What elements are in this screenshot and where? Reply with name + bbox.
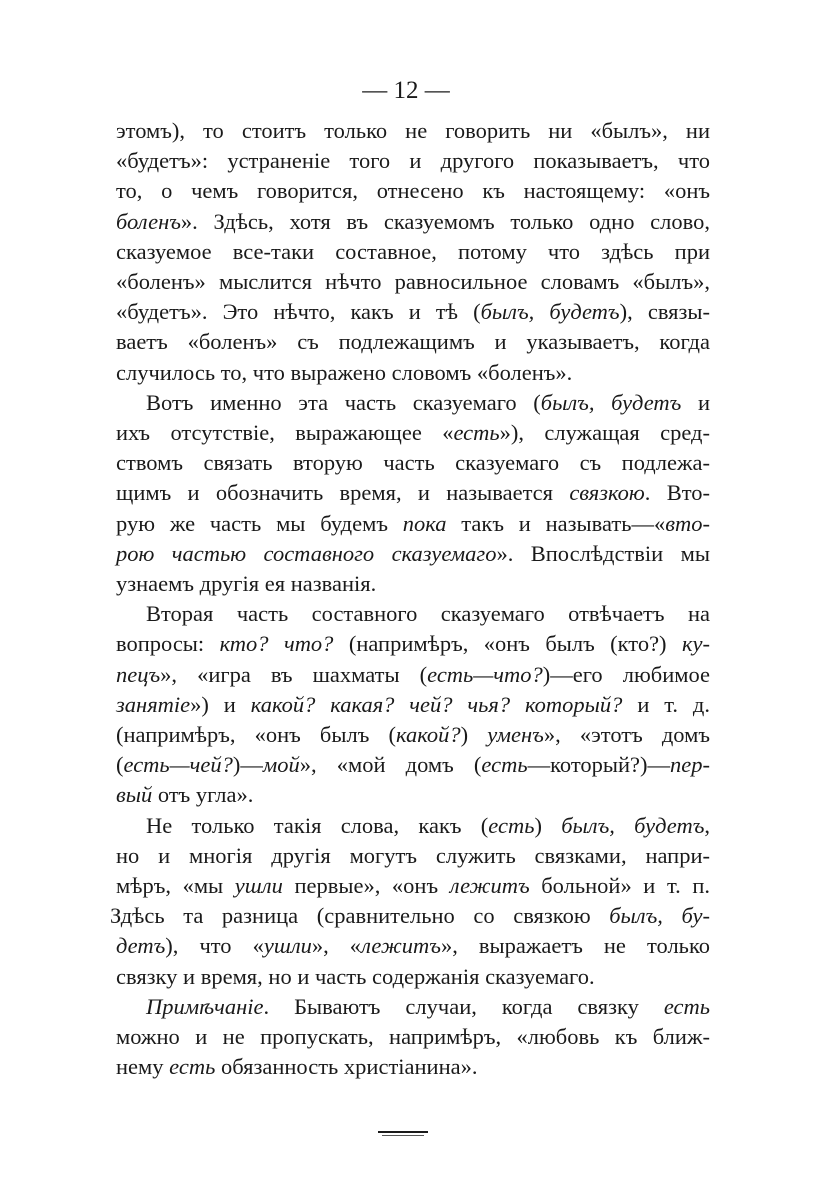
italic-text: былъ, будетъ xyxy=(561,812,705,838)
text-run: мѣръ, «мы xyxy=(116,873,235,899)
italic-text: вый xyxy=(116,782,153,808)
text-line xyxy=(116,780,710,810)
italic-text: есть—чей? xyxy=(123,752,233,778)
italic-text: былъ, будетъ xyxy=(480,299,620,325)
text-line xyxy=(116,358,710,388)
text-line xyxy=(116,569,710,599)
text-run: сказуемое все-таки составное, потому что здѣсь при xyxy=(116,238,710,264)
text-run: «боленъ» мыслится нѣчто равносильное словамъ «былъ», xyxy=(116,269,710,295)
text-line xyxy=(116,962,710,992)
text-line xyxy=(116,176,710,206)
text-line xyxy=(116,992,710,1022)
paragraph xyxy=(116,388,710,599)
text-run: и xyxy=(681,389,710,415)
italic-text: ушли xyxy=(234,873,283,899)
text-line xyxy=(116,267,710,297)
text-run: », «этотъ домъ xyxy=(543,722,710,748)
text-run: ихъ отсутствіе, выражающее « xyxy=(116,420,454,446)
text-run: ». Впослѣдствіи мы xyxy=(496,540,710,566)
text-run: . Бываютъ случаи, когда связку xyxy=(263,993,664,1019)
italic-text: есть xyxy=(169,1054,216,1080)
text-line xyxy=(116,931,710,961)
paragraph xyxy=(116,992,710,1083)
text-run: рую же часть мы будемъ xyxy=(116,510,403,536)
text-line xyxy=(116,841,710,871)
text-run: )—его любимое xyxy=(542,661,710,687)
text-line xyxy=(116,660,710,690)
paragraph xyxy=(110,811,711,992)
text-run: Здѣсь та разница (сравнительно со связкою xyxy=(110,903,610,929)
italic-text: есть xyxy=(663,993,710,1019)
text-run: », «игра въ шахматы ( xyxy=(160,661,428,687)
italic-text: какой? xyxy=(395,722,461,748)
italic-text: рою частью составного сказуемаго xyxy=(116,540,497,566)
text-run: и т. д. xyxy=(622,691,710,717)
text-run: случилось то, что выражено словомъ «боленъ». xyxy=(116,359,573,385)
text-run: »), служащая сред- xyxy=(499,420,710,446)
text-run: отъ угла». xyxy=(152,782,254,808)
text-run: ) xyxy=(534,812,562,838)
text-run: такъ и называть—« xyxy=(446,510,666,536)
text-line xyxy=(116,811,710,841)
italic-text: детъ xyxy=(116,933,166,959)
text-run: », «мой домъ ( xyxy=(299,752,482,778)
text-line xyxy=(116,448,710,478)
italic-text: есть xyxy=(453,420,500,446)
italic-text: лежитъ xyxy=(361,933,441,959)
book-page xyxy=(110,76,711,1133)
text-line xyxy=(116,297,710,327)
text-run: обязанность христіанина». xyxy=(215,1054,478,1080)
italic-text: лежитъ xyxy=(449,873,530,899)
page-number: — 12 — xyxy=(362,77,450,104)
text-line xyxy=(116,418,710,448)
text-run: узнаемъ другія ея названія. xyxy=(116,571,377,597)
paragraph xyxy=(116,116,710,388)
text-run: (напримѣръ, «онъ былъ ( xyxy=(116,722,396,748)
text-run: больной» и т. п. xyxy=(529,873,710,899)
text-line xyxy=(116,539,710,569)
text-run: Не только такія слова, какъ ( xyxy=(146,812,489,838)
text-run: —который?)— xyxy=(527,752,671,778)
paragraph xyxy=(116,599,710,810)
text-line xyxy=(116,327,710,357)
text-run: можно и не пропускать, напримѣръ, «любовь къ ближ- xyxy=(116,1024,710,1050)
text-line xyxy=(116,509,710,539)
text-run: », « xyxy=(311,933,362,959)
text-run: «будетъ»: устраненіе того и другого показываетъ, что xyxy=(116,148,710,174)
text-run: Вотъ именно эта часть сказуемаго ( xyxy=(146,389,541,415)
italic-text: ушли xyxy=(263,933,312,959)
italic-text: занятіе xyxy=(116,691,191,717)
text-run: ), что « xyxy=(165,933,264,959)
text-run: ») и xyxy=(190,691,251,717)
italic-text: пецъ xyxy=(116,661,161,687)
italic-text: былъ, бу- xyxy=(609,903,711,929)
text-line xyxy=(116,207,710,237)
text-line xyxy=(116,720,710,750)
text-run: вопросы: xyxy=(116,631,220,657)
text-run: связку и время, но и часть содержанія сказуемаго. xyxy=(116,963,595,989)
text-line xyxy=(116,599,710,629)
text-run: . Вто- xyxy=(644,480,710,506)
text-line xyxy=(116,871,710,901)
text-run: «будетъ». Это нѣчто, какъ и тѣ ( xyxy=(116,299,481,325)
text-run: ». Здѣсь, хотя въ сказуемомъ только одно слово, xyxy=(180,208,710,234)
italic-text: пер- xyxy=(670,752,710,778)
text-line xyxy=(116,237,710,267)
italic-text: былъ, будетъ xyxy=(540,389,682,415)
text-line xyxy=(116,1052,710,1082)
italic-text: вто- xyxy=(665,510,711,536)
text-line xyxy=(116,116,710,146)
italic-text: мой xyxy=(262,752,300,778)
italic-text: Примѣчаніе xyxy=(146,993,264,1019)
text-line xyxy=(116,146,710,176)
text-run: », выражаетъ не только xyxy=(440,933,710,959)
italic-text: какой? какая? чей? чья? который? xyxy=(250,691,623,717)
text-line xyxy=(116,750,710,780)
text-run: (напримѣръ, «онъ былъ (кто?) xyxy=(333,631,682,657)
italic-text: уменъ xyxy=(487,722,544,748)
text-run: то, о чемъ говорится, отнесено къ настоящему: «онъ xyxy=(116,178,710,204)
text-line xyxy=(116,690,710,720)
text-run: но и многія другія могутъ служить связками, напри- xyxy=(116,842,710,868)
italic-text: есть—что? xyxy=(427,661,543,687)
text-run: щимъ и обозначить время, и называется xyxy=(116,480,570,506)
text-line xyxy=(116,629,710,659)
text-run: ( xyxy=(116,752,124,778)
text-run: ) xyxy=(460,722,488,748)
body-text xyxy=(110,116,711,1083)
text-run: Вторая часть составного сказуемаго отвѣчаетъ на xyxy=(146,601,710,627)
italic-text: кто? что? xyxy=(219,631,334,657)
italic-text: боленъ xyxy=(116,208,181,234)
text-run: ваетъ «боленъ» съ подлежащимъ и указываетъ, когда xyxy=(116,329,710,355)
text-run: )— xyxy=(232,752,263,778)
italic-text: есть xyxy=(481,752,528,778)
italic-text: связкою xyxy=(569,480,645,506)
end-rule xyxy=(378,1131,428,1133)
text-line xyxy=(116,388,710,418)
text-line xyxy=(116,1022,710,1052)
text-run: первые», «онъ xyxy=(282,873,450,899)
text-run: ), связы- xyxy=(619,299,710,325)
text-line xyxy=(116,478,710,508)
italic-text: пока xyxy=(402,510,447,536)
italic-text: ку- xyxy=(681,631,710,657)
italic-text: есть xyxy=(488,812,535,838)
text-run: этомъ), то стоитъ только не говорить ни «былъ», ни xyxy=(116,118,710,143)
text-run: , xyxy=(704,812,710,838)
text-run: нему xyxy=(116,1054,170,1080)
text-run: ствомъ связать вторую часть сказуемаго съ подлежа- xyxy=(116,450,710,476)
text-line xyxy=(110,901,710,931)
